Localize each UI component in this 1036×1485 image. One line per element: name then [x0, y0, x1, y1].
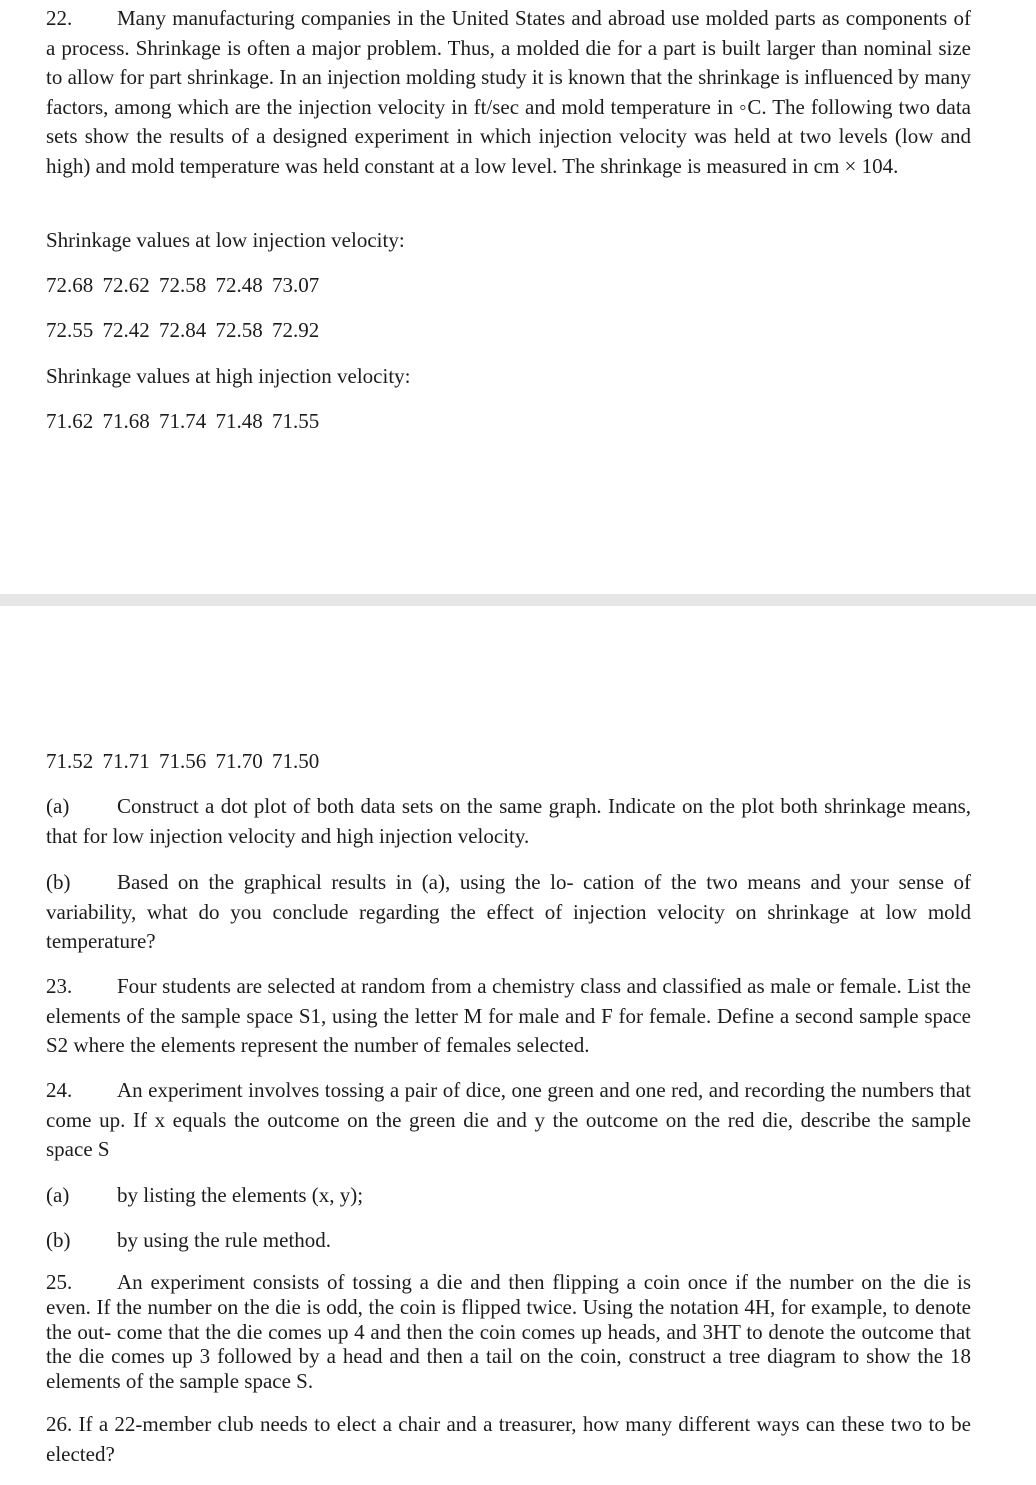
- question-24a-text: by listing the elements (x, y);: [117, 1183, 364, 1207]
- question-22b: [46, 868, 971, 957]
- question-23-number: 23.: [46, 974, 73, 998]
- question-23: [46, 972, 971, 1061]
- high-velocity-values-row-1: 71.62 71.68 71.74 71.48 71.55: [46, 409, 320, 433]
- low-velocity-label: Shrinkage values at low injection velocity:: [46, 228, 405, 252]
- question-22a-text: Construct a dot plot of both data sets on the same graph. Indicate on the plot both shrinkage means, that for low injection velocity and high injection velocity.: [46, 794, 971, 848]
- question-24a: [46, 1181, 971, 1210]
- question-24-text: An experiment involves tossing a pair of dice, one green and one red, and recording the numbers that come up. If x equals the outcome on the green die and y the outcome on the red die, describe the sample space S: [46, 1078, 971, 1161]
- question-24a-label: (a): [46, 1183, 70, 1207]
- page-bottom: [0, 606, 1036, 1485]
- question-26-number: 26.: [46, 1412, 73, 1436]
- question-24b-label: (b): [46, 1228, 71, 1252]
- question-22a-label: (a): [46, 794, 70, 818]
- page-separator: [0, 594, 1036, 606]
- question-22a: [46, 792, 971, 851]
- question-26-text: If a 22-member club needs to elect a chair and a treasurer, how many different ways can these two to be elected?: [46, 1412, 971, 1466]
- high-velocity-values-row-2: 71.52 71.71 71.56 71.70 71.50: [46, 749, 320, 773]
- question-22b-label: (b): [46, 870, 71, 894]
- low-velocity-values-row-2: 72.55 72.42 72.84 72.58 72.92: [46, 318, 320, 342]
- question-24: [46, 1076, 971, 1165]
- question-23-text: Four students are selected at random from a chemistry class and classified as male or female. List the elements of the sample space S1, using the letter M for male and F for female. Define a second sample space S2 where the elements represent the number of females selected.: [46, 974, 971, 1057]
- question-25: [46, 1270, 971, 1394]
- question-22-number: 22.: [46, 6, 73, 30]
- question-22: [46, 4, 971, 181]
- question-24b: [46, 1226, 971, 1255]
- high-velocity-label: Shrinkage values at high injection velocity:: [46, 364, 411, 388]
- question-26: [46, 1410, 971, 1469]
- page-top: [0, 0, 1036, 594]
- question-25-text: An experiment consists of tossing a die and then flipping a coin once if the number on the die is even. If the number on the die is odd, the coin is flipped twice. Using the notation 4H, for example, to denote the out- come that the die comes up 4 and then the coin comes up heads, and 3HT to denote the outcome that the die comes up 3 followed by a head and then a tail on the coin, construct a tree diagram to show the 18 elements of the sample space S.: [46, 1270, 971, 1394]
- question-22b-text: Based on the graphical results in (a), using the lo- cation of the two means and your sense of variability, what do you conclude regarding the effect of injection velocity on shrinkage at low mold temperature?: [46, 870, 971, 953]
- question-25-number: 25.: [46, 1270, 73, 1294]
- question-22-text: Many manufacturing companies in the United States and abroad use molded parts as components of a process. Shrinkage is often a major problem. Thus, a molded die for a part is built larger than nominal size to allow for part shrinkage. In an injection molding study it is known that the shrinkage is influenced by many factors, among which are the injection velocity in ft/sec and mold temperature in ◦C. The following two data sets show the results of a designed experiment in which injection velocity was held at two levels (low and high) and mold temperature was held constant at a low level. The shrinkage is measured in cm × 104.: [46, 6, 971, 178]
- question-24b-text: by using the rule method.: [117, 1228, 332, 1252]
- question-24-number: 24.: [46, 1078, 73, 1102]
- low-velocity-values-row-1: 72.68 72.62 72.58 72.48 73.07: [46, 273, 320, 297]
